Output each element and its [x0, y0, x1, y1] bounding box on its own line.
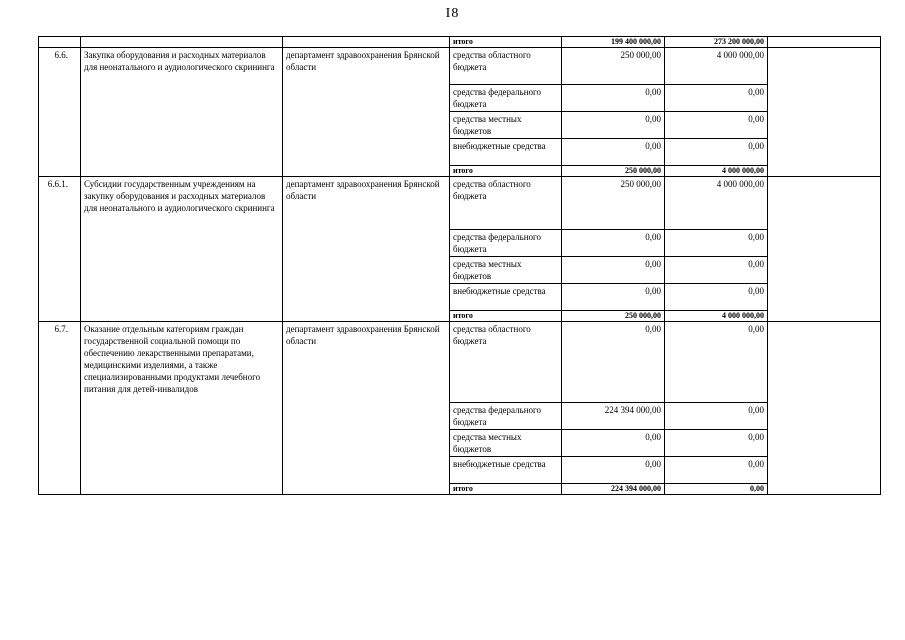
section-executor: департамент здравоохранения Брянской области: [283, 48, 450, 177]
value-2: 0,00: [665, 112, 768, 139]
empty-cell: [768, 177, 881, 322]
total-value-2: 0,00: [665, 484, 768, 495]
funding-source: средства федерального бюджета: [450, 230, 562, 257]
budget-table: [38, 36, 881, 495]
funding-source: средства федерального бюджета: [450, 85, 562, 112]
table-row: [39, 177, 881, 230]
empty-cell: [768, 37, 881, 48]
section-description: Оказание отдельным категориям граждан государственной социальной помощи по обеспечению лекарственными препаратами, медицинскими изделиями, а также специализированными продуктами лечебного питания для детей-инвалидов: [81, 322, 283, 495]
value-2: 4 000 000,00: [665, 48, 768, 85]
section-description: Закупка оборудования и расходных материалов для неонатального и аудиологического скрининга: [81, 48, 283, 177]
table-row: [39, 48, 881, 85]
section-executor: департамент здравоохранения Брянской области: [283, 177, 450, 322]
total-value-1: 199 400 000,00: [562, 37, 665, 48]
value-2: 0,00: [665, 85, 768, 112]
value-2: 0,00: [665, 430, 768, 457]
value-1: 0,00: [562, 322, 665, 403]
funding-source: средства местных бюджетов: [450, 430, 562, 457]
total-value-2: 273 200 000,00: [665, 37, 768, 48]
index-cell: [39, 37, 81, 48]
section-index: 6.6.: [39, 48, 81, 177]
section-index: 6.6.1.: [39, 177, 81, 322]
funding-source: средства местных бюджетов: [450, 112, 562, 139]
funding-source: внебюджетные средства: [450, 139, 562, 166]
total-value-1: 250 000,00: [562, 166, 665, 177]
value-1: 0,00: [562, 230, 665, 257]
value-1: 0,00: [562, 85, 665, 112]
value-2: 0,00: [665, 139, 768, 166]
funding-source: внебюджетные средства: [450, 284, 562, 311]
total-value-2: 4 000 000,00: [665, 166, 768, 177]
section-index: 6.7.: [39, 322, 81, 495]
value-1: 0,00: [562, 257, 665, 284]
funding-source: средства местных бюджетов: [450, 257, 562, 284]
value-1: 0,00: [562, 430, 665, 457]
page-number: I8: [445, 6, 460, 21]
value-2: 0,00: [665, 257, 768, 284]
value-2: 0,00: [665, 403, 768, 430]
funding-source: средства областного бюджета: [450, 48, 562, 85]
total-label: итого: [450, 37, 562, 48]
total-value-1: 250 000,00: [562, 311, 665, 322]
section-description: Субсидии государственным учреждениям на закупку оборудования и расходных материалов для неонатального и аудиологического скрининга: [81, 177, 283, 322]
value-2: 0,00: [665, 457, 768, 484]
value-1: 0,00: [562, 457, 665, 484]
section-executor: департамент здравоохранения Брянской области: [283, 322, 450, 495]
value-1: 250 000,00: [562, 48, 665, 85]
total-label: итого: [450, 484, 562, 495]
table-row-header-total: [39, 37, 881, 48]
total-value-2: 4 000 000,00: [665, 311, 768, 322]
value-2: 0,00: [665, 322, 768, 403]
funding-source: внебюджетные средства: [450, 457, 562, 484]
value-2: 0,00: [665, 230, 768, 257]
funding-source: средства федерального бюджета: [450, 403, 562, 430]
value-2: 4 000 000,00: [665, 177, 768, 230]
description-cell: [81, 37, 283, 48]
total-label: итого: [450, 311, 562, 322]
total-label: итого: [450, 166, 562, 177]
value-1: 0,00: [562, 139, 665, 166]
value-2: 0,00: [665, 284, 768, 311]
executor-cell: [283, 37, 450, 48]
funding-source: средства областного бюджета: [450, 322, 562, 403]
value-1: 224 394 000,00: [562, 403, 665, 430]
value-1: 250 000,00: [562, 177, 665, 230]
total-value-1: 224 394 000,00: [562, 484, 665, 495]
empty-cell: [768, 48, 881, 177]
value-1: 0,00: [562, 112, 665, 139]
table-row: [39, 322, 881, 403]
empty-cell: [768, 322, 881, 495]
funding-source: средства областного бюджета: [450, 177, 562, 230]
value-1: 0,00: [562, 284, 665, 311]
